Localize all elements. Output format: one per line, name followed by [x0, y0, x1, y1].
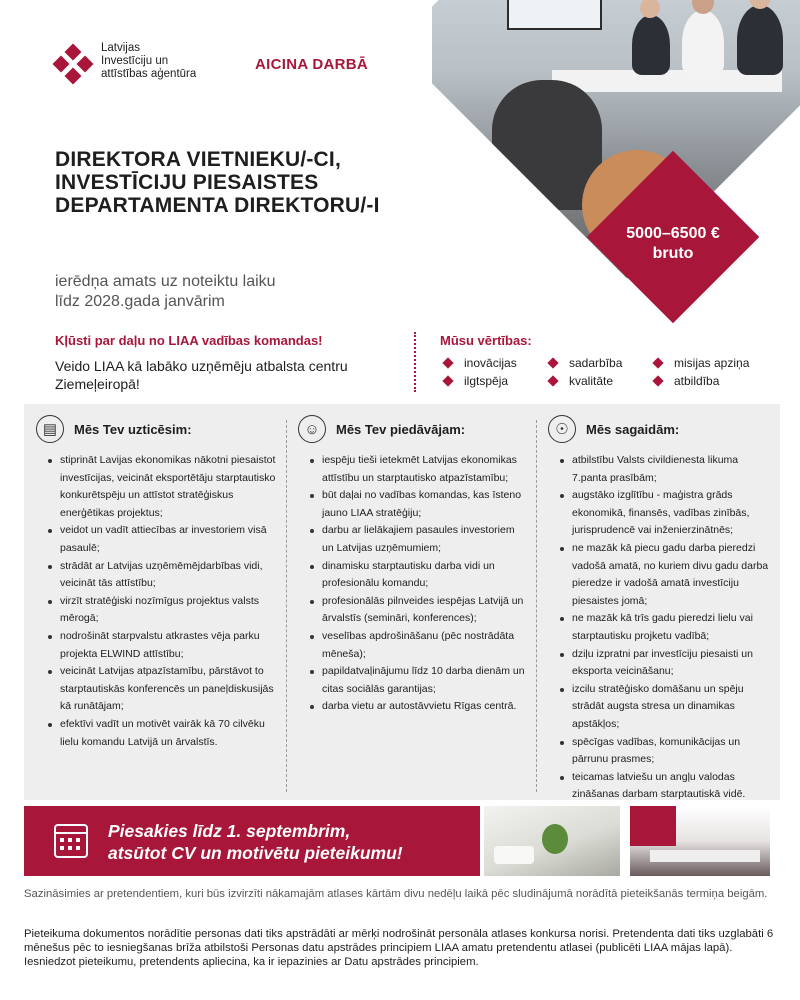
job-title-line: INVESTĪCIJU PIESAISTES: [55, 171, 319, 194]
logo-line: Latvijas: [101, 42, 140, 54]
apply-banner: [24, 806, 480, 876]
list-item: darbu ar lielākajiem pasaules investoriem un Latvijas uzņēmumiem;: [310, 522, 528, 557]
list-item: efektīvi vadīt un motivēt vairāk kā 70 cilvēku lielu komandu Latvijā un ārvalstīs.: [48, 716, 276, 751]
list-item: nodrošināt starpvalstu atkrastes vēja parku projekta ELWIND attīstību;: [48, 628, 276, 663]
presentation-screen: [507, 0, 602, 30]
responsibilities-column: [24, 404, 282, 800]
requirements-title: Mēs sagaidām:: [586, 421, 680, 437]
diamond-bullet-icon: [547, 375, 558, 386]
list-item: izcilu stratēģisko domāšanu un spēju strādāt augsta stresa un dinamikas apstākļos;: [560, 681, 774, 734]
list-item: iespēju tieši ietekmēt Latvijas ekonomikas attīstību un starptautisko atpazīstamību;: [310, 452, 528, 487]
dotted-divider: [414, 332, 416, 392]
office-meeting-photo: [630, 806, 770, 876]
job-title: [55, 148, 455, 217]
value-item: atbildība: [650, 374, 775, 388]
salary-gross: bruto: [652, 245, 694, 262]
list-item: spēcīgas vadības, komunikācijas un pārrunu prasmes;: [560, 734, 774, 769]
join-text: Veido LIAA kā labāko uzņēmēju atbalsta centru Ziemeļeiropā!: [55, 358, 348, 392]
position-type: [55, 272, 276, 312]
value-item: inovācijas: [440, 356, 545, 370]
list-item: profesionālās pilnveides iespējas Latvijā un ārvalstīs (semināri, konferences);: [310, 593, 528, 628]
values-list: [440, 356, 780, 388]
diamond-bullet-icon: [652, 357, 663, 368]
logo-diamonds-icon: [55, 46, 91, 82]
list-item: dinamisku starptautisku darba vidi un profesionālu komandu;: [310, 558, 528, 593]
values-heading: Mūsu vērtības:: [440, 333, 532, 348]
calendar-icon: [54, 824, 88, 858]
job-title-line: DIREKTORA VIETNIEKU/-CI,: [55, 148, 341, 171]
offer-title: Mēs Tev piedāvājam:: [336, 421, 466, 437]
value-item: kvalitāte: [545, 374, 650, 388]
responsibilities-title: Mēs Tev uzticēsim:: [74, 421, 192, 437]
position-type-line: ierēdņa amats uz noteiktu laiku: [55, 273, 276, 290]
list-item: teicamas latviešu un angļu valodas zināšanas darbam starptautiskā vidē.: [560, 769, 774, 804]
list-item: būt daļai no vadības komandas, kas īsteno jauno LIAA stratēģiju;: [310, 487, 528, 522]
responsibilities-list: [48, 452, 276, 751]
diamond-bullet-icon: [547, 357, 558, 368]
offer-column: [286, 404, 534, 800]
requirements-list: [560, 452, 774, 804]
list-item: ne mazāk kā trīs gadu pieredzi lielu vai starptautisku projketu vadībā;: [560, 610, 774, 645]
list-item: ne mazāk kā piecu gadu darba pieredzi vadošā amatā, no kuriem divu gadu darba pieredze ir vadošā amatā investīciju piesaistes jomā;: [560, 540, 774, 610]
list-item: stiprināt Lavijas ekonomikas nākotni piesaistot investīcijas, veicināt eksportētāju starptautisko konkurētspēju un attīstot stratēģiskus enerģētikas projektus;: [48, 452, 276, 522]
requirements-column: [536, 404, 780, 800]
job-title-line: DEPARTAMENTA DIREKTORU/-I: [55, 194, 380, 217]
logo-text: [101, 42, 196, 81]
list-item: strādāt ar Latvijas uzņēmēmējdarbības vidi, veicināt tās attīstību;: [48, 558, 276, 593]
hiring-tagline: AICINA DARBĀ: [255, 56, 369, 73]
details-panel: [24, 404, 780, 800]
list-item: dziļu izpratni par investīciju piesaisti un eksporta veicināšanu;: [560, 646, 774, 681]
smiley-icon: ☺: [298, 415, 326, 443]
offer-list: [310, 452, 528, 716]
list-item: darba vietu ar autostāvvietu Rīgas centrā.: [310, 698, 528, 716]
apply-deadline-line: Piesakies līdz 1. septembrim,: [108, 821, 351, 841]
people-icon: ☉: [548, 415, 576, 443]
value-item: sadarbība: [545, 356, 650, 370]
list-item: atbilstību Valsts civildienesta likuma 7.panta prasībām;: [560, 452, 774, 487]
list-item: augstāko izglītību - maģistra grāds ekonomikā, finansēs, vadības zinībās, jurisprudencē vai inženierzinātnēs;: [560, 487, 774, 540]
privacy-note: Pieteikuma dokumentos norādītie personas dati tiks apstrādāti ar mērķi nodrošināt personāla atlases konkursa norisi. Pretendenta dati tiks uzglabāti 6 mēnešus pēc to iesniegšanas brīža atbilstoši Personas datu apstrādes principiem LIAA amatu pretendentu atlasei (publicēti LIAA mājas lapā). Iesniedzot pieteikumu, pretendents apliecina, ka ir iepazinies ar Datu apstrādes principiem.: [24, 928, 774, 968]
value-item: ilgtspēja: [440, 374, 545, 388]
book-icon: ▤: [36, 415, 64, 443]
logo-line: attīstības aģentūra: [101, 68, 197, 80]
value-item: misijas apziņa: [650, 356, 775, 370]
list-item: virzīt stratēģiski nozīmīgus projektus valsts mērogā;: [48, 593, 276, 628]
list-item: veidot un vadīt attiecības ar investoriem visā pasaulē;: [48, 522, 276, 557]
diamond-bullet-icon: [442, 375, 453, 386]
list-item: veselības apdrošināšanu (pēc nostrādāta mēneša);: [310, 628, 528, 663]
join-heading: Kļūsti par daļu no LIAA vadības komandas!: [55, 333, 323, 348]
diamond-bullet-icon: [652, 375, 663, 386]
salary-range: 5000–6500 €: [626, 225, 720, 242]
list-item: veicināt Latvijas atpazīstamību, pārstāvot to starptautiskās konferencēs un paneļdiskusijās kā runātājam;: [48, 663, 276, 716]
logo-line: Investīciju un: [101, 55, 169, 67]
liaa-logo: [55, 42, 215, 86]
office-lounge-photo: [484, 806, 620, 876]
contact-note: Sazināsimies ar pretendentiem, kuri būs izvirzīti nākamajām atlases kārtām divu nedēļu laikā pēc sludinājumā norādītā pieteikšanās termiņa beigām.: [24, 888, 768, 900]
apply-deadline: [108, 820, 403, 864]
salary-text: [598, 224, 748, 264]
list-item: papildatvaļinājumu līdz 10 darba dienām un citas sociālās garantijas;: [310, 663, 528, 698]
apply-deadline-line: atsūtot CV un motivētu pieteikumu!: [108, 843, 403, 863]
hero-photo-frame: [432, 0, 800, 350]
position-type-line: līdz 2028.gada janvārim: [55, 293, 225, 310]
diamond-bullet-icon: [442, 357, 453, 368]
